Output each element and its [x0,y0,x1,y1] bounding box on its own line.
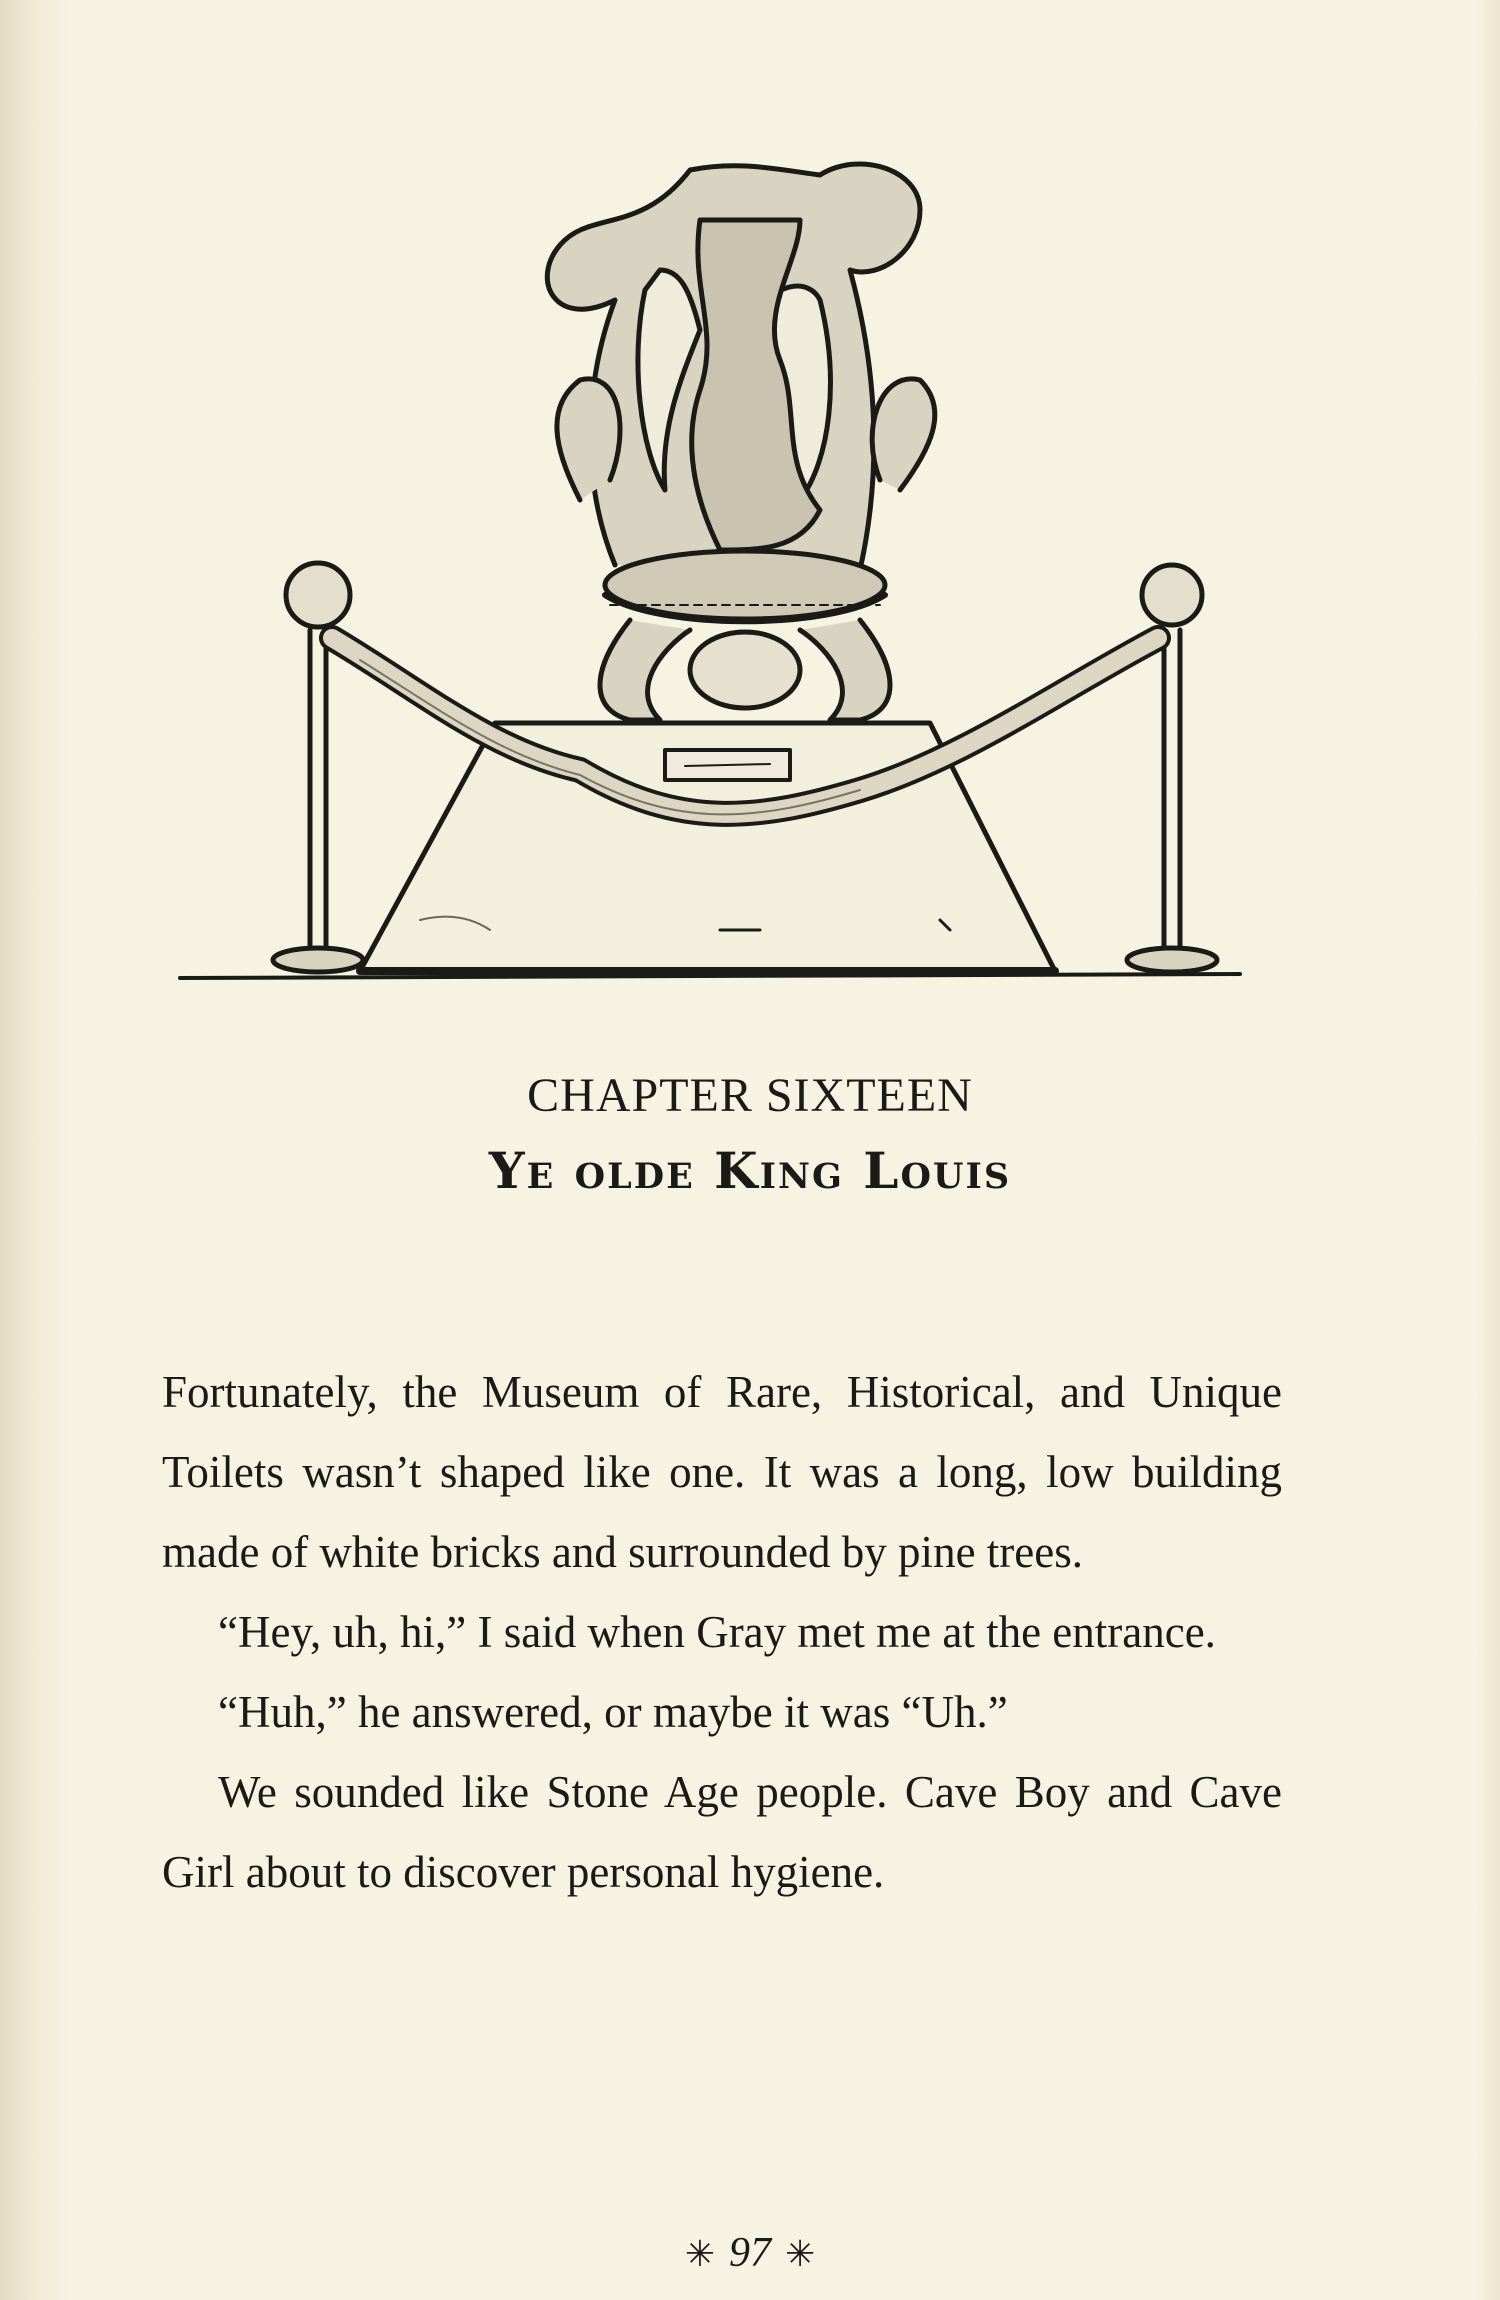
throne [547,164,935,720]
paragraph: Fortunately, the Museum of Rare, Historical, and Unique Toilets wasn’t shaped like one. It was a long, low building made of white bricks and surrounded by pine trees. [162,1367,1282,1577]
asterisk-ornament-icon: ✳ [785,2234,816,2274]
right-stanchion [1127,565,1217,972]
page-number-footer [0,2228,1500,2279]
chapter-title: Ye olde King Louis [488,1141,1012,1200]
page-number: 97 [729,2230,771,2276]
asterisk-ornament-icon: ✳ [684,2234,715,2274]
body-text [162,1352,1282,1912]
left-stanchion [273,563,363,972]
chapter-number: CHAPTER SIXTEEN [527,1069,973,1122]
throne-illustration [160,130,1280,990]
paragraph: “Hey, uh, hi,” I said when Gray met me at the entrance. [218,1607,1216,1657]
paragraph: “Huh,” he answered, or maybe it was “Uh.” [218,1687,1008,1737]
paragraph: We sounded like Stone Age people. Cave Boy and Cave Girl about to discover personal hygiene. [162,1767,1282,1897]
